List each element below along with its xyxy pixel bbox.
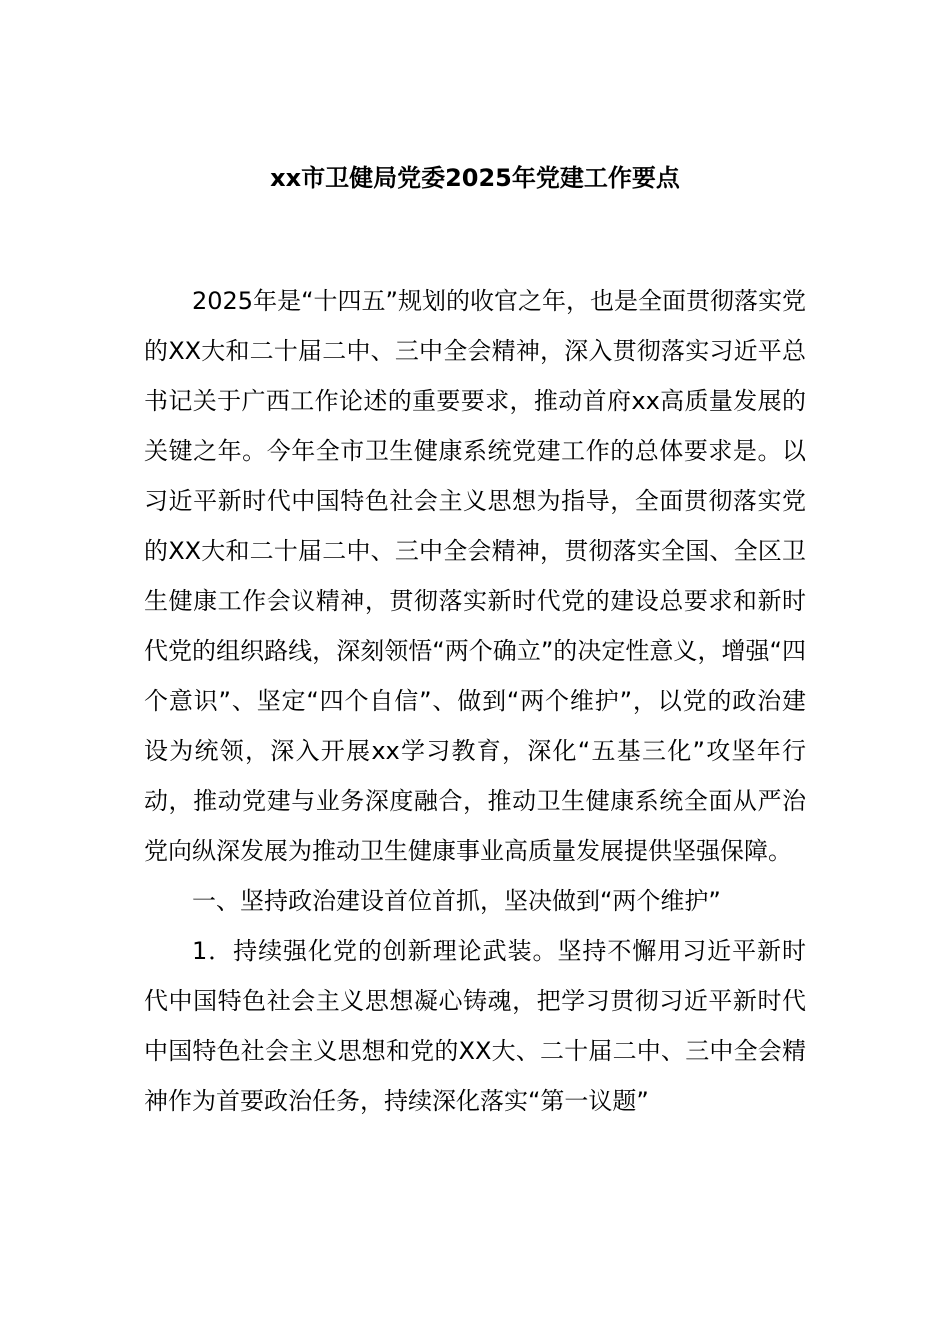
intro-paragraph: 2025年是“十四五”规划的收官之年，也是全面贯彻落实党的XX大和二十届二中、三中全会精神，深入贯彻落实习近平总书记关于广西工作论述的重要要求，推动首府xx高质量发展的关键之年。今年全市卫生健康系统党建工作的总体要求是。以习近平新时代中国特色社会主义思想为指导，全面贯彻落实党的XX大和二十届二中、三中全会精神，贯彻落实全国、全区卫生健康工作会议精神，贯彻落实新时代党的建设总要求和新时代党的组织路线，深刻领悟“两个确立”的决定性意义，增强“四个意识”、坚定“四个自信”、做到“两个维护”，以党的政治建设为统领，深入开展xx学习教育，深化“五基三化”攻坚年行动，推动党建与业务深度融合，推动卫生健康系统全面从严治党向纵深发展为推动卫生健康事业高质量发展提供坚强保障。: [144, 287, 806, 865]
item-paragraph-1: 1．持续强化党的创新理论武装。坚持不懈用习近平新时代中国特色社会主义思想凝心铸魂，把学习贯彻习近平新时代中国特色社会主义思想和党的XX大、二十届二中、三中全会精神作为首要政治任务，持续深化落实“第一议题”: [144, 937, 806, 1115]
document-title: xx市卫健局党委2025年党建工作要点: [270, 164, 680, 192]
section-heading-1: 一、坚持政治建设首位首抓，坚决做到“两个维护”: [192, 887, 721, 915]
document-body: [144, 276, 806, 1126]
